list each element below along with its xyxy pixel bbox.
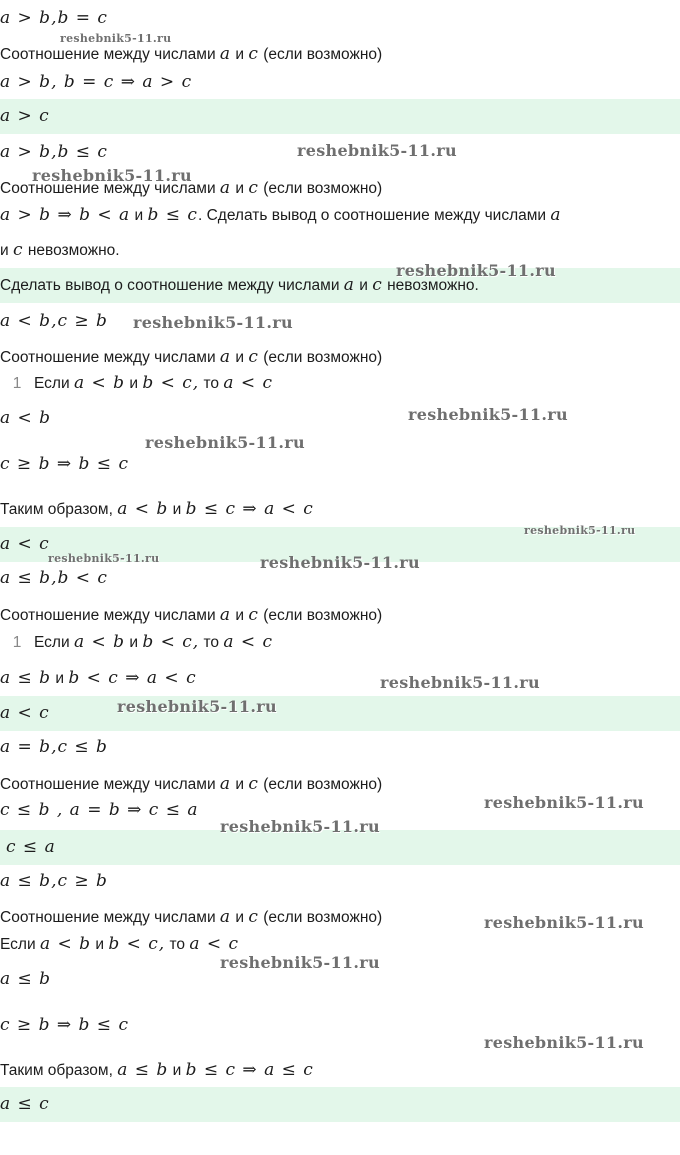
answer-3: a < c [0,534,50,554]
watermark: reshebnik5-11.ru [220,953,380,972]
derivation-2: a > b ⇒ b < a и b ≤ c. Сделать вывод о соотношение между числами a [0,205,562,225]
given-3: a < b,c ≥ b [0,311,108,331]
watermark: reshebnik5-11.ru [117,697,277,716]
watermark: reshebnik5-11.ru [380,673,540,692]
answer-2: Сделать вывод о соотношение между числами a и c невозможно. [0,275,479,295]
step-4: a ≤ b и b < c ⇒ a < c [0,668,197,688]
watermark: reshebnik5-11.ru [484,793,644,812]
heading-2: Соотношение между числами a и c (если возможно) [0,178,383,198]
given-2: a > b,b ≤ c [0,142,108,162]
watermark: reshebnik5-11.ru [32,166,192,185]
watermark: reshebnik5-11.ru [48,552,160,565]
conclusion-3: Таким образом, a < b и b ≤ c ⇒ a < c [0,499,314,519]
watermark: reshebnik5-11.ru [60,32,172,45]
derivation-2-continued: и c невозможно. [0,240,120,260]
heading-4: Соотношение между числами a и c (если возможно) [0,605,383,625]
step-6a: a ≤ b [0,969,52,989]
step-6b: c ≥ b ⇒ b ≤ c [0,1015,129,1035]
watermark: reshebnik5-11.ru [145,433,305,452]
step-number: 1 [12,634,22,651]
step-3a: a < b [0,408,52,428]
rule-6: Если a < b и b < c, то a < c [0,934,240,954]
answer-5: c ≤ a [6,837,56,857]
answer-6: a ≤ c [0,1094,50,1114]
answer-1: a > c [0,106,50,126]
watermark: reshebnik5-11.ru [260,553,420,572]
rule-4: 1 Если a < b и b < c, то a < c [0,630,273,654]
heading-3: Соотношение между числами a и c (если возможно) [0,347,383,367]
watermark: reshebnik5-11.ru [396,261,556,280]
watermark: reshebnik5-11.ru [297,141,457,160]
watermark: reshebnik5-11.ru [220,817,380,836]
answer-4: a < c [0,703,50,723]
derivation-5: c ≤ b , a = b ⇒ c ≤ a [0,800,199,820]
answer-band-4 [0,696,680,731]
answer-band-1 [0,99,680,134]
answer-band-6 [0,1087,680,1122]
given-6: a ≤ b,c ≥ b [0,871,108,891]
watermark: reshebnik5-11.ru [408,405,568,424]
given-4: a ≤ b,b < c [0,568,108,588]
watermark: reshebnik5-11.ru [484,913,644,932]
heading-5: Соотношение между числами a и c (если возможно) [0,774,383,794]
heading-6: Соотношение между числами a и c (если возможно) [0,907,383,927]
heading-1: Соотношение между числами a и c (если возможно) [0,44,383,64]
derivation-1: a > b, b = c ⇒ a > c [0,72,193,92]
conclusion-6: Таким образом, a ≤ b и b ≤ c ⇒ a ≤ c [0,1060,314,1080]
step-number: 1 [12,375,22,392]
watermark: reshebnik5-11.ru [133,313,293,332]
answer-band-2 [0,268,680,303]
watermark: reshebnik5-11.ru [524,524,636,537]
rule-3: 1 Если a < b и b < c, то a < c [0,371,273,395]
step-3b: c ≥ b ⇒ b ≤ c [0,454,129,474]
given-5: a = b,c ≤ b [0,737,108,757]
watermark: reshebnik5-11.ru [484,1033,644,1052]
given-1: a > b,b = c [0,8,108,28]
